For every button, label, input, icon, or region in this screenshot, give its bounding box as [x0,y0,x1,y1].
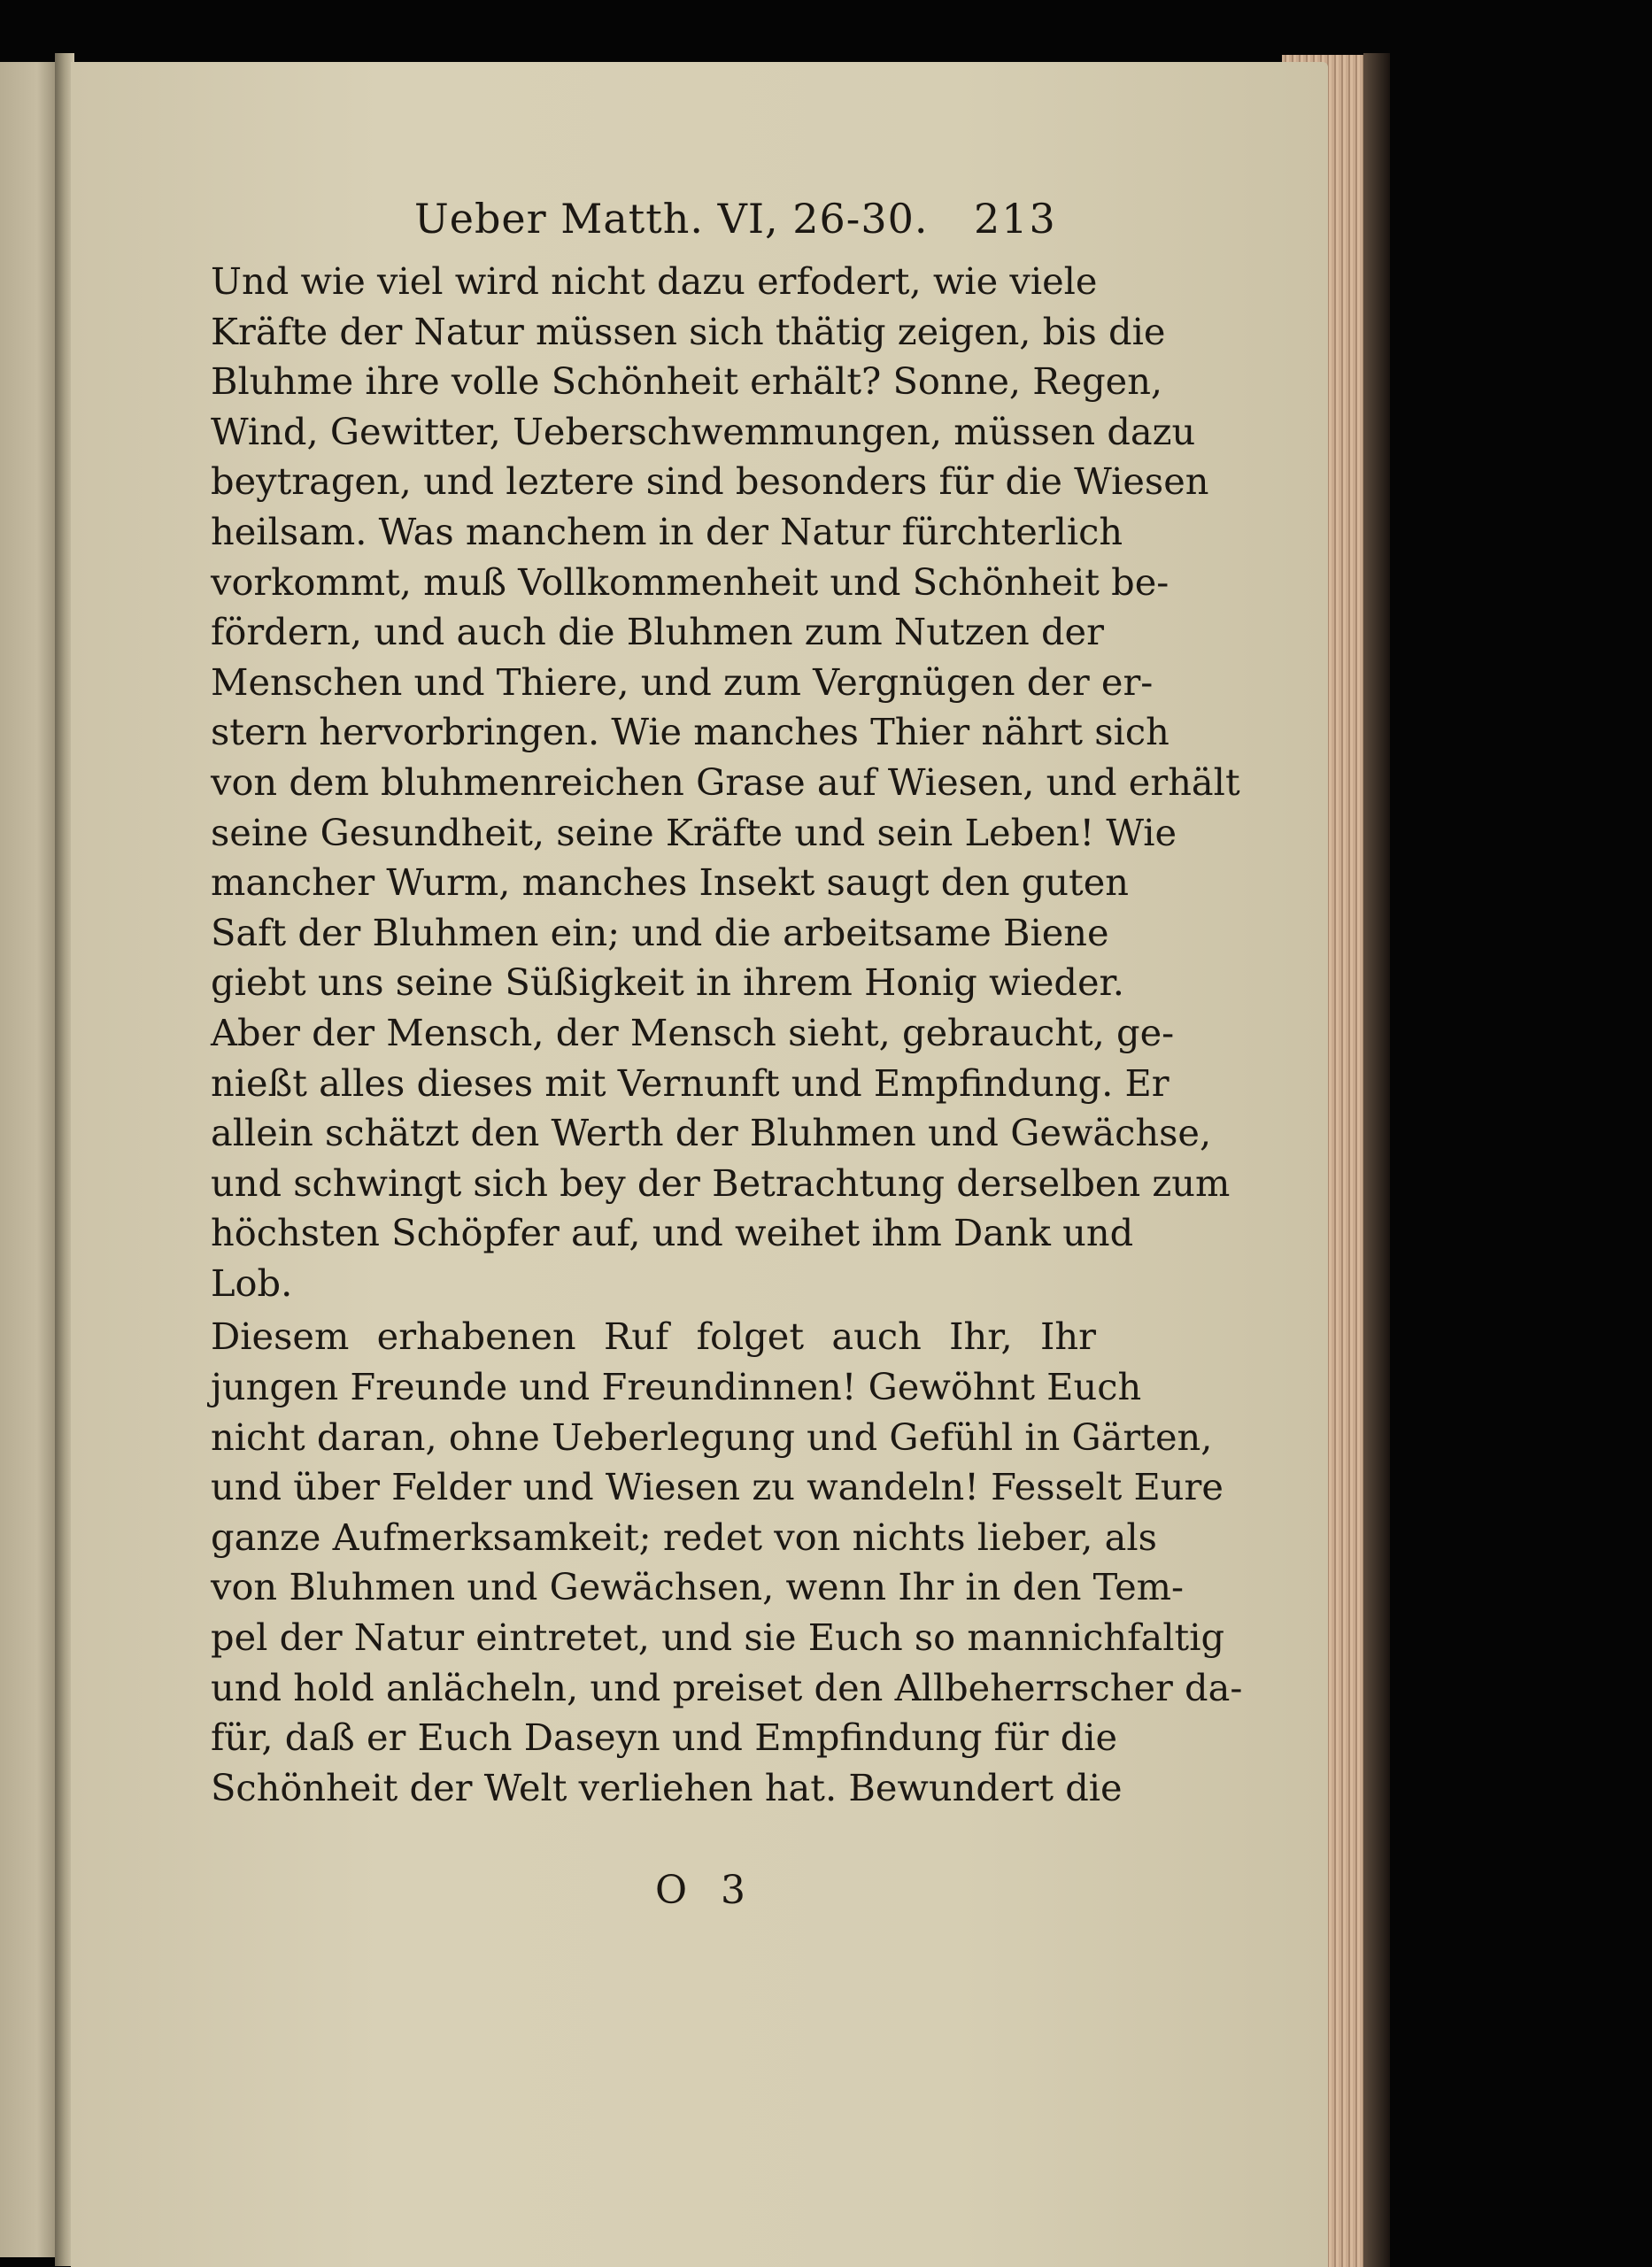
text-line: Lob. [211,1261,293,1305]
text-line: vorkommt, muß Vollkommenheit und Schönheit be- [211,559,1170,604]
running-title: Ueber Matth. VI, 26-30. [414,195,929,243]
text-line: Menschen und Thiere, und zum Vergnügen der er- [211,659,1154,704]
text-line: fördern, und auch die Bluhmen zum Nutzen der [211,610,1104,654]
text-line: Bluhme ihre volle Schönheit erhält? Sonne, Regen, [211,359,1163,404]
text-line: Wind, Gewitter, Ueberschwemmungen, müssen dazu [211,409,1196,453]
text-line: Kräfte der Natur müssen sich thätig zeigen, bis die [211,309,1166,353]
text-line: giebt uns seine Süßigkeit in ihrem Honig wieder. [211,960,1124,1005]
text-line: stern hervorbringen. Wie manches Thier nährt sich [211,710,1170,754]
text-line: und über Felder und Wiesen zu wandeln! Fesselt Eure [211,1465,1224,1509]
text-line: allein schätzt den Werth der Bluhmen und Gewächse, [211,1111,1212,1155]
text-line: Aber der Mensch, der Mensch sieht, gebraucht, ge- [211,1010,1175,1054]
page-number: 213 [974,195,1057,243]
text-line: Saft der Bluhmen ein; und die arbeitsame Biene [211,910,1109,954]
text-line: heilsam. Was manchem in der Natur fürchterlich [211,509,1123,553]
left-page-edge [0,62,62,2257]
text-line: seine Gesundheit, seine Kräfte und sein Leben! Wie [211,810,1177,854]
text-line: jungen Freunde und Freundinnen! Gewöhnt Euch [211,1365,1142,1409]
text-line: Diesem erhabenen Ruf folget auch Ihr, Ihr [211,1315,1096,1359]
text-line: nicht daran, ohne Ueberlegung und Gefühl in Gärten, [211,1415,1213,1459]
text-line: ganze Aufmerksamkeit; redet von nichts lieber, als [211,1515,1157,1559]
text-line: beytragen, und leztere sind besonders für die Wiesen [211,459,1209,504]
signature-mark: O 3 [655,1868,757,1913]
text-line: von dem bluhmenreichen Grase auf Wiesen, und erhält [211,760,1240,804]
text-line: und schwingt sich bey der Betrachtung derselben zum [211,1160,1231,1205]
text-line: höchsten Schöpfer auf, und weihet ihm Dank und [211,1211,1134,1255]
page-header [211,195,1096,257]
paragraph-1 [211,257,1240,1308]
paragraph-2 [211,1312,1243,1813]
text-line: und hold anlächeln, und preiset den Allbeherrscher da- [211,1665,1243,1709]
text-line: nießt alles dieses mit Vernunft und Empfindung. Er [211,1060,1170,1105]
text-line: Schönheit der Welt verliehen hat. Bewundert die [211,1765,1123,1809]
text-line: mancher Wurm, manches Insekt saugt den guten [211,860,1129,905]
text-line: pel der Natur eintretet, und sie Euch so mannichfaltig [211,1615,1225,1660]
text-line: für, daß er Euch Daseyn und Empfindung für die [211,1716,1118,1760]
cover-shadow [1363,53,1390,2267]
text-block [211,195,1243,1813]
text-line: Und wie viel wird nicht dazu erfodert, wie viele [211,259,1098,303]
text-line: von Bluhmen und Gewächsen, wenn Ihr in den Tem- [211,1565,1185,1609]
